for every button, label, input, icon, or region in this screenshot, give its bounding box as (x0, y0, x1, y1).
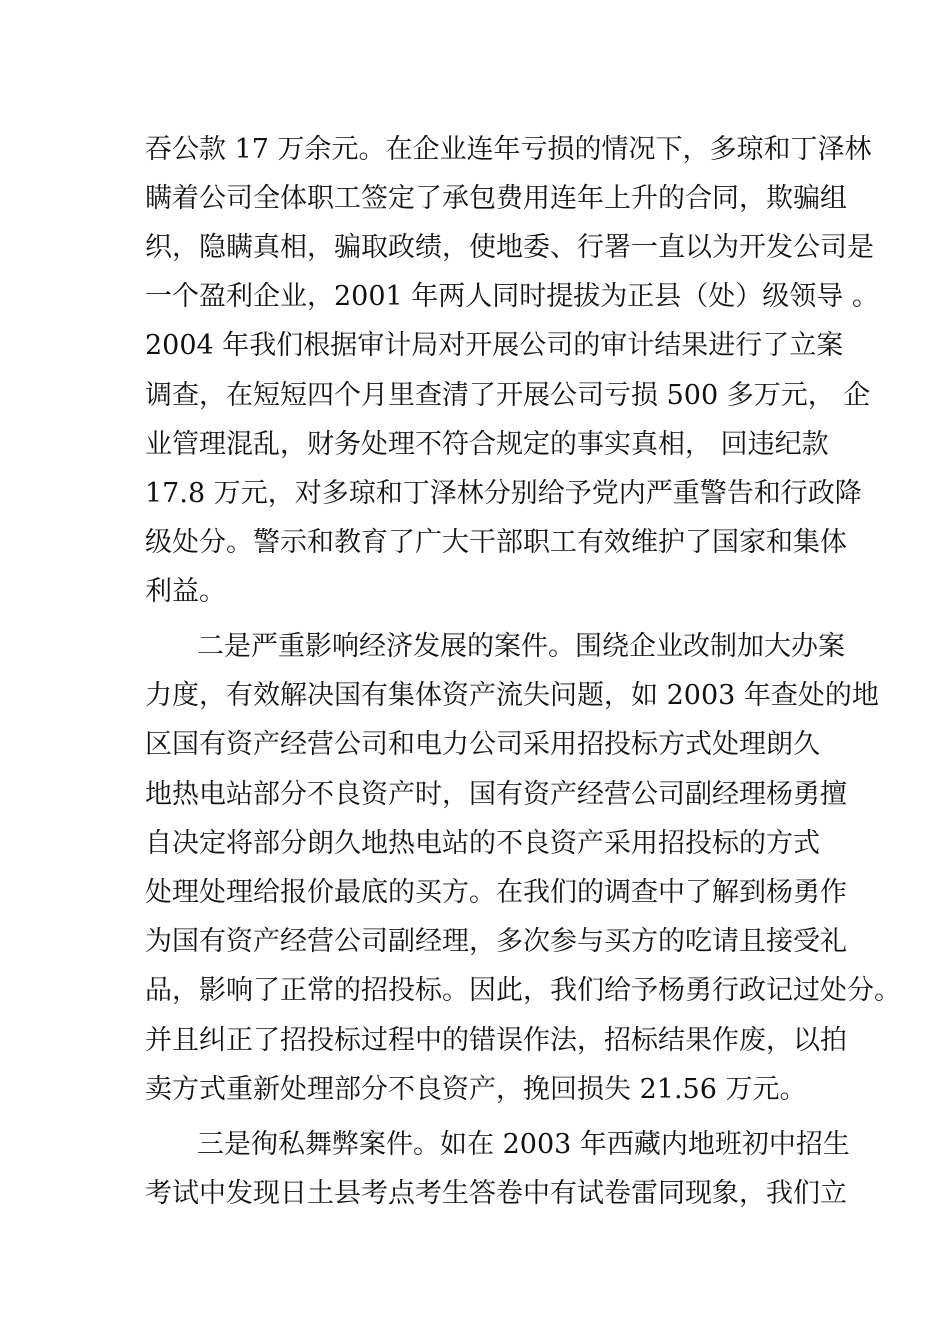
text-line: 调查，在短短四个月里查清了开展公司亏损 500 多万元， 企 (145, 380, 871, 411)
text-line: 17.8 万元，对多琼和丁泽林分别给予党内严重警告和行政降 (145, 478, 862, 509)
text-line: 瞒着公司全体职工签定了承包费用连年上升的合同，欺骗组 (145, 183, 847, 214)
text-line: 地热电站部分不良资产时，国有资产经营公司副经理杨勇擅 (145, 779, 847, 810)
text-line: 并且纠正了招投标过程中的错误作法，招标结果作废，以拍 (145, 1025, 847, 1056)
text-line: 级处分。警示和教育了广大干部职工有效维护了国家和集体 (145, 527, 847, 558)
text-line: 织，隐瞒真相，骗取政绩，使地委、行署一直以为开发公司是 (145, 232, 874, 263)
text-line: 品，影响了正常的招投标。因此，我们给予杨勇行政记过处分。 (145, 975, 901, 1006)
paragraph-first-line: 三是徇私舞弊案件。如在 2003 年西藏内地班初中招生 (197, 1129, 850, 1160)
paragraph-first-line: 二是严重影响经济发展的案件。围绕企业改制加大办案 (197, 631, 845, 662)
text-line: 考试中发现日土县考点考生答卷中有试卷雷同现象，我们立 (145, 1178, 847, 1209)
text-line: 处理处理给报价最底的买方。在我们的调查中了解到杨勇作 (145, 877, 847, 908)
text-line: 力度，有效解决国有集体资产流失问题，如 2003 年查处的地 (145, 680, 879, 711)
text-line: 为国有资产经营公司副经理，多次参与买方的吃请且接受礼 (145, 926, 847, 957)
text-line: 吞公款 17 万余元。在企业连年亏损的情况下，多琼和丁泽林 (145, 134, 872, 165)
text-line: 区国有资产经营公司和电力公司采用招投标方式处理朗久 (145, 729, 820, 760)
text-line: 一个盈利企业，2001 年两人同时提拔为正县（处）级领导 。 (145, 281, 879, 312)
text-line: 业管理混乱，财务处理不符合规定的事实真相， 回违纪款 (145, 429, 829, 460)
text-line: 2004 年我们根据审计局对开展公司的审计结果进行了立案 (145, 330, 844, 361)
text-line: 卖方式重新处理部分不良资产，挽回损失 21.56 万元。 (145, 1074, 807, 1105)
text-line: 自决定将部分朗久地热电站的不良资产采用招投标的方式 (145, 828, 820, 859)
text-line: 利益。 (145, 576, 226, 607)
